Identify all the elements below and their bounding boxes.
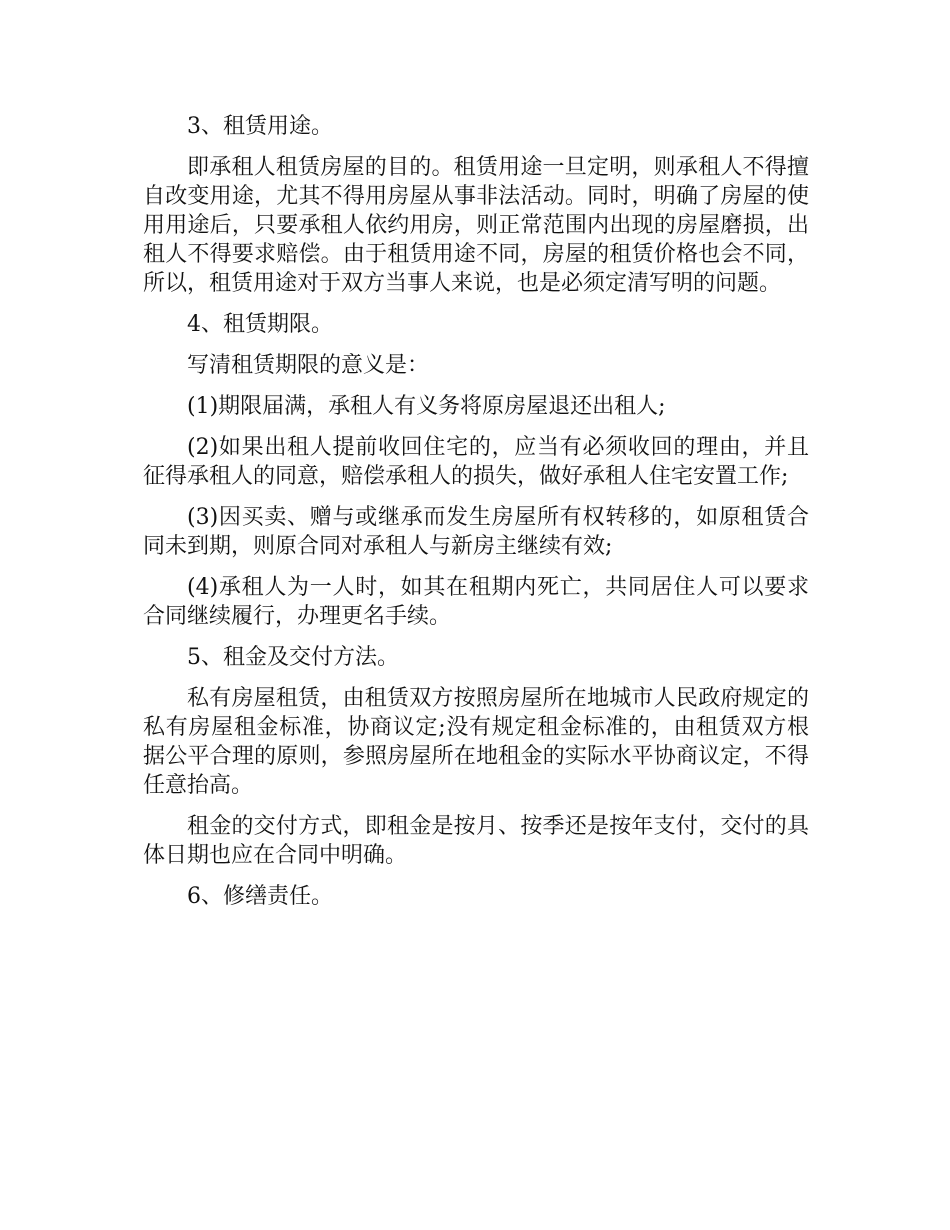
heading-usage: 3、租赁用途。	[187, 114, 333, 139]
list-item-term-3: (3)因买卖、赠与或继承而发生房屋所有权转移的，如原租赁合同未到期，则原合同对承租人与新房主继续有效;	[143, 505, 809, 559]
document-body	[143, 112, 809, 923]
heading-rent-payment: 5、租金及交付方法。	[187, 645, 399, 670]
list-item-term-4: (4)承租人为一人时，如其在租期内死亡，共同居住人可以要求合同继续履行，办理更名手续。	[143, 575, 809, 629]
paragraph-usage-detail: 即承租人租赁房屋的目的。租赁用途一旦定明，则承租人不得擅自改变用途，尤其不得用房屋从事非法活动。同时，明确了房屋的使用用途后，只要承租人依约用房，则正常范围内出现的房屋磨损，出租人不得要求赔偿。由于租赁用途不同，房屋的租赁价格也会不同，所以，租赁用途对于双方当事人来说，也是必须定清写明的问题。	[143, 155, 809, 296]
paragraph-rent-payment-method: 租金的交付方式，即租金是按月、按季还是按年支付，交付的具体日期也应在合同中明确。	[143, 814, 809, 868]
list-item-term-2: (2)如果出租人提前收回住宅的，应当有必须收回的理由，并且征得承租人的同意，赔偿承租人的损失，做好承租人住宅安置工作;	[143, 435, 809, 489]
paragraph-rent-standard: 私有房屋租赁，由租赁双方按照房屋所在地城市人民政府规定的私有房屋租金标准，协商议定;没有规定租金标准的，由租赁双方根据公平合理的原则，参照房屋所在地租金的实际水平协商议定，不得任意抬高。	[143, 686, 809, 798]
heading-term: 4、租赁期限。	[187, 312, 333, 337]
heading-repair-responsibility: 6、修缮责任。	[187, 884, 333, 909]
list-item-term-1: (1)期限届满，承租人有义务将原房屋退还出租人;	[187, 394, 666, 419]
paragraph-term-intro: 写清租赁期限的意义是：	[187, 353, 430, 378]
